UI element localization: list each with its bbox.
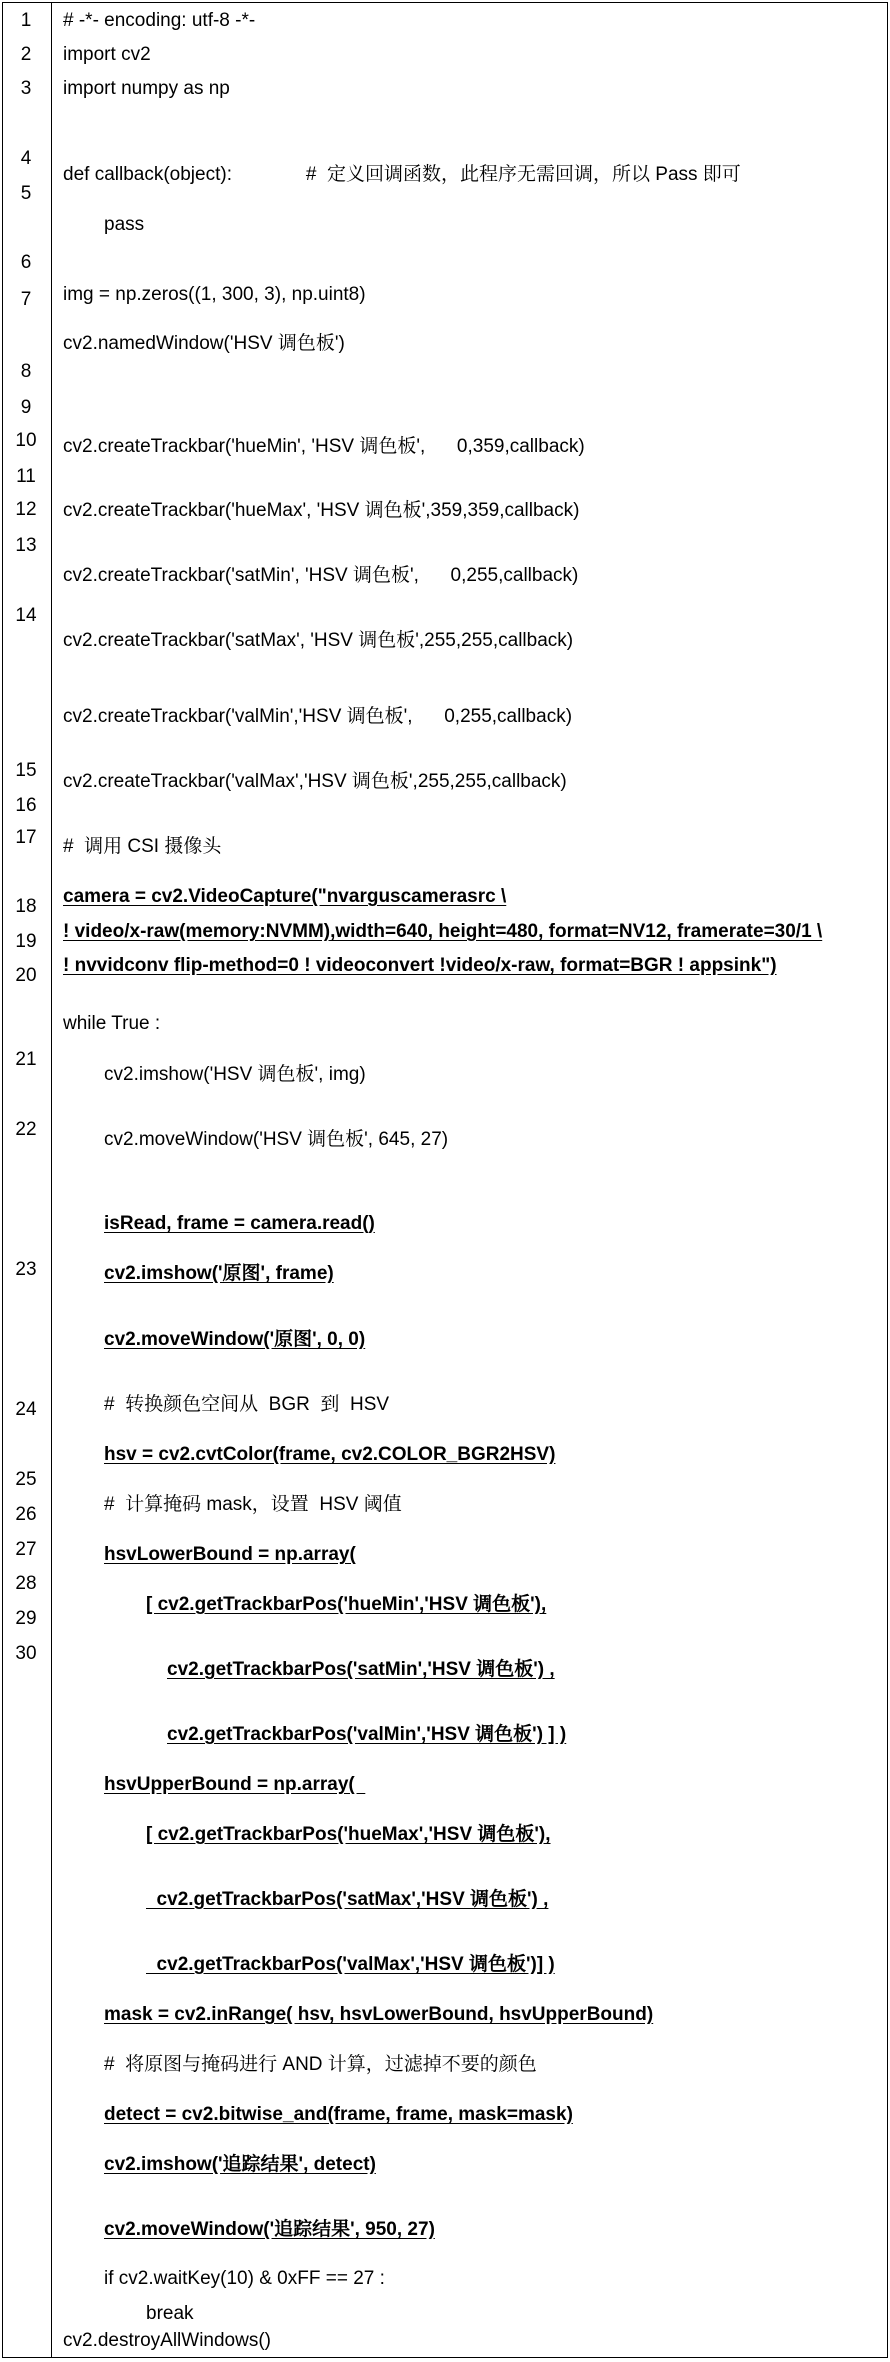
line-number: 26 bbox=[15, 1504, 37, 1525]
line-number: 19 bbox=[15, 931, 37, 952]
line-number: 15 bbox=[15, 760, 37, 781]
line-number: 17 bbox=[15, 827, 37, 848]
code-line: # 转换颜色空间从 BGR 到 HSV bbox=[104, 1394, 390, 1415]
code-line: import cv2 bbox=[63, 44, 151, 65]
line-number: 11 bbox=[16, 466, 36, 487]
code-line: [ cv2.getTrackbarPos('hueMin','HSV 调色板'), bbox=[146, 1594, 547, 1615]
code-line: img = np.zeros((1, 300, 3), np.uint8) bbox=[63, 284, 366, 305]
line-number: 12 bbox=[15, 499, 37, 520]
code-line: # 将原图与掩码进行 AND 计算，过滤掉不要的颜色 bbox=[104, 2054, 537, 2075]
code-line: break bbox=[146, 2303, 194, 2324]
code-line: camera = cv2.VideoCapture("nvarguscamerasrc \ bbox=[63, 886, 507, 907]
code-line: cv2.createTrackbar('satMax', 'HSV 调色板',255,255,callback) bbox=[63, 630, 574, 651]
line-number: 27 bbox=[15, 1539, 37, 1560]
code-line: cv2.imshow('追踪结果', detect) bbox=[104, 2154, 376, 2175]
code-line: cv2.createTrackbar('hueMin', 'HSV 调色板', 0,359,callback) bbox=[63, 436, 585, 457]
line-number: 2 bbox=[20, 44, 32, 65]
code-line: cv2.namedWindow('HSV 调色板') bbox=[63, 333, 345, 354]
line-number: 25 bbox=[15, 1469, 37, 1490]
code-line: cv2.destroyAllWindows() bbox=[63, 2330, 271, 2351]
code-line: # -*- encoding: utf-8 -*- bbox=[63, 10, 256, 31]
line-number: 30 bbox=[15, 1643, 37, 1664]
line-number: 5 bbox=[20, 183, 32, 204]
line-number: 18 bbox=[15, 896, 37, 917]
line-number: 9 bbox=[20, 397, 32, 418]
code-line: cv2.getTrackbarPos('satMin','HSV 调色板') , bbox=[167, 1659, 555, 1680]
code-line: hsvUpperBound = np.array( bbox=[104, 1774, 366, 1795]
code-line: cv2.createTrackbar('satMin', 'HSV 调色板', 0,255,callback) bbox=[63, 565, 579, 586]
code-line: # 计算掩码 mask，设置 HSV 阈值 bbox=[104, 1494, 402, 1515]
line-number: 13 bbox=[15, 535, 37, 556]
code-line: ! nvvidconv flip-method=0 ! videoconvert !video/x-raw, format=BGR ! appsink") bbox=[63, 955, 777, 976]
line-number: 16 bbox=[15, 795, 37, 816]
code-line: detect = cv2.bitwise_and(frame, frame, mask=mask) bbox=[104, 2104, 573, 2125]
line-number: 28 bbox=[15, 1573, 37, 1594]
code-line: # 调用 CSI 摄像头 bbox=[63, 836, 222, 857]
code-line: cv2.moveWindow('原图', 0, 0) bbox=[104, 1329, 366, 1350]
line-number: 22 bbox=[15, 1119, 37, 1140]
line-number: 6 bbox=[20, 252, 32, 273]
code-line: cv2.getTrackbarPos('satMax','HSV 调色板') , bbox=[146, 1889, 549, 1910]
line-number: 7 bbox=[20, 289, 32, 310]
line-number: 20 bbox=[15, 965, 37, 986]
code-line: def callback(object): # 定义回调函数，此程序无需回调，所以 Pass 即可 bbox=[63, 164, 741, 185]
line-number: 29 bbox=[15, 1608, 37, 1629]
code-line: hsv = cv2.cvtColor(frame, cv2.COLOR_BGR2HSV) bbox=[104, 1444, 556, 1465]
line-number: 14 bbox=[15, 605, 37, 626]
code-line: cv2.moveWindow('追踪结果', 950, 27) bbox=[104, 2219, 435, 2240]
code-line: isRead, frame = camera.read() bbox=[104, 1213, 375, 1234]
code-line: cv2.createTrackbar('valMax','HSV 调色板',255,255,callback) bbox=[63, 771, 567, 792]
code-line: pass bbox=[104, 214, 145, 235]
code-line: cv2.getTrackbarPos('valMax','HSV 调色板')] ) bbox=[146, 1954, 555, 1975]
line-number: 10 bbox=[15, 430, 37, 451]
code-line: cv2.getTrackbarPos('valMin','HSV 调色板') ] ) bbox=[167, 1724, 567, 1745]
code-line: while True : bbox=[63, 1013, 161, 1034]
line-number: 23 bbox=[15, 1259, 37, 1280]
code-line: cv2.moveWindow('HSV 调色板', 645, 27) bbox=[104, 1129, 449, 1150]
line-number: 3 bbox=[20, 78, 32, 99]
code-line: cv2.createTrackbar('hueMax', 'HSV 调色板',359,359,callback) bbox=[63, 500, 580, 521]
line-number: 8 bbox=[20, 361, 32, 382]
code-line: mask = cv2.inRange( hsv, hsvLowerBound, hsvUpperBound) bbox=[104, 2004, 654, 2025]
code-line: [ cv2.getTrackbarPos('hueMax','HSV 调色板'), bbox=[146, 1824, 551, 1845]
line-number: 24 bbox=[15, 1399, 37, 1420]
code-line: import numpy as np bbox=[63, 78, 230, 99]
code-line: hsvLowerBound = np.array( bbox=[104, 1544, 356, 1565]
code-line: cv2.imshow('原图', frame) bbox=[104, 1263, 334, 1284]
line-number: 4 bbox=[20, 148, 32, 169]
code-line: ! video/x-raw(memory:NVMM),width=640, height=480, format=NV12, framerate=30/1 \ bbox=[63, 921, 823, 942]
gutter-divider bbox=[51, 2, 52, 2358]
code-line: cv2.imshow('HSV 调色板', img) bbox=[104, 1064, 366, 1085]
code-line: if cv2.waitKey(10) & 0xFF == 27 : bbox=[104, 2268, 385, 2289]
line-number: 21 bbox=[15, 1049, 37, 1070]
line-number: 1 bbox=[20, 10, 32, 31]
code-line: cv2.createTrackbar('valMin','HSV 调色板', 0,255,callback) bbox=[63, 706, 573, 727]
